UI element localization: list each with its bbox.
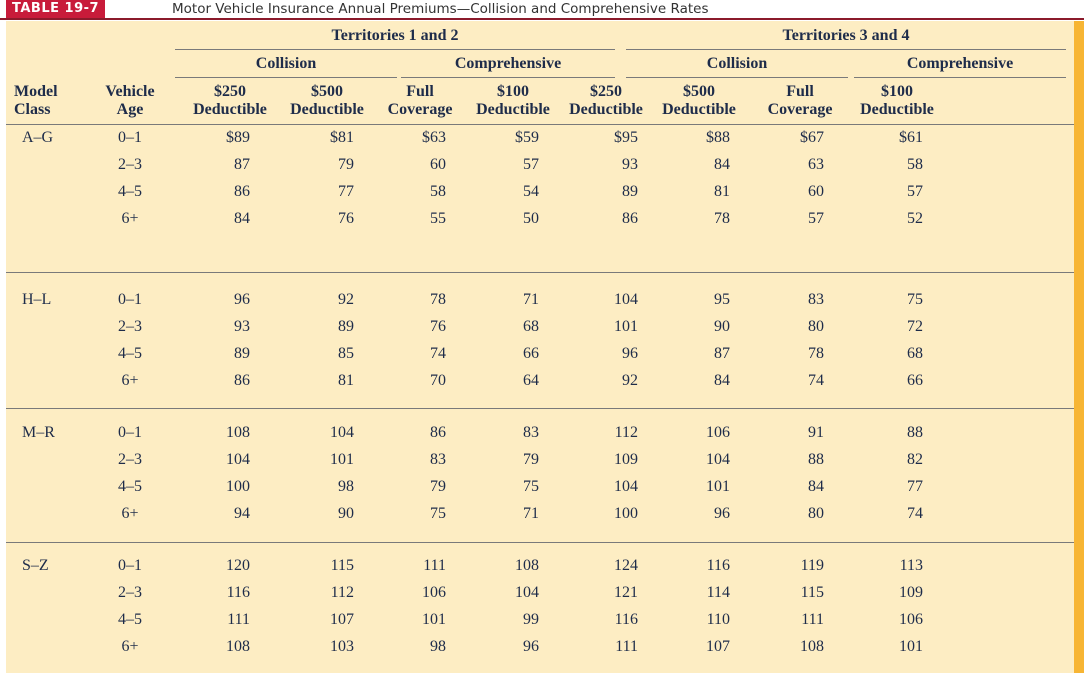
premium-cell: 79 [430,478,446,495]
premium-cell: 94 [234,505,250,522]
premium-cell: 82 [907,451,923,468]
premium-cell: 86 [234,183,250,200]
premium-cell: 78 [714,210,730,227]
premium-cell: 104 [614,478,638,495]
table-number-badge: TABLE 19-7 [6,0,105,18]
premium-cell: 80 [808,505,824,522]
premium-cell: 115 [330,557,354,574]
premium-cell: 76 [430,318,446,335]
premium-cell: $95 [614,129,638,146]
premium-cell: 81 [714,183,730,200]
premium-cell: 96 [523,638,539,655]
premium-cell: $67 [800,129,824,146]
premium-cell: 86 [622,210,638,227]
premium-cell: 89 [338,318,354,335]
premium-cell: 121 [614,584,638,601]
premium-cell: 80 [808,318,824,335]
premium-cell: 86 [430,424,446,441]
coverage-header: Collision [255,55,317,72]
column-header: Full [786,83,814,100]
territory-header: Territories 1 and 2 [331,27,459,44]
premium-cell: 110 [706,611,730,628]
premium-cell: 85 [338,345,354,362]
column-header: $100 [881,83,913,100]
premium-cell: 77 [338,183,354,200]
table-title: Motor Vehicle Insurance Annual Premiums—Collision and Comprehensive Rates [172,1,709,17]
column-header: Deductible [569,101,643,118]
territory-header: Territories 3 and 4 [782,27,910,44]
column-header: $500 [311,83,343,100]
premium-cell: 120 [226,557,250,574]
premium-cell: 90 [714,318,730,335]
premium-cell: 101 [706,478,730,495]
premium-cell: 93 [234,318,250,335]
premium-cell: 78 [430,291,446,308]
premium-cell: 83 [523,424,539,441]
column-header: Deductible [476,101,550,118]
premium-cell: 114 [706,584,730,601]
premium-cell: 74 [907,505,923,522]
premium-cell: 106 [899,611,923,628]
vehicle-age-cell: 2–3 [118,156,142,173]
premium-cell: 66 [523,345,539,362]
premium-cell: 74 [430,345,446,362]
premium-cell: 101 [614,318,638,335]
premium-cell: $81 [330,129,354,146]
model-class-cell: M–R [22,424,55,441]
premium-cell: 83 [430,451,446,468]
premium-cell: 108 [226,638,250,655]
premium-cell: 68 [523,318,539,335]
premium-cell: 92 [338,291,354,308]
premium-cell: 119 [800,557,824,574]
premium-cell: 115 [800,584,824,601]
coverage-rule [626,77,848,78]
premium-cell: 66 [907,372,923,389]
premium-cell: 112 [330,584,354,601]
premium-cell: 63 [808,156,824,173]
premium-cell: 84 [714,372,730,389]
column-header: Full [406,83,434,100]
premium-cell: 98 [338,478,354,495]
vehicle-age-cell: 4–5 [118,183,142,200]
premium-cell: 93 [622,156,638,173]
premium-cell: 104 [226,451,250,468]
column-header: $250 [214,83,246,100]
header-rule [6,124,1074,125]
premium-cell: 72 [907,318,923,335]
vehicle-age-cell: 0–1 [118,129,142,146]
premium-cell: 84 [714,156,730,173]
model-class-cell: S–Z [22,557,49,574]
premium-cell: $61 [899,129,923,146]
premium-cell: 74 [808,372,824,389]
premium-cell: 104 [515,584,539,601]
column-header: Deductible [860,101,934,118]
premium-cell: 116 [706,557,730,574]
premium-cell: 111 [615,638,638,655]
premium-cell: 116 [226,584,250,601]
premium-cell: 89 [622,183,638,200]
column-header: Deductible [290,101,364,118]
coverage-rule [854,77,1066,78]
premium-cell: 91 [808,424,824,441]
group-divider [6,408,1074,409]
premium-cell: 50 [523,210,539,227]
premium-cell: 103 [330,638,354,655]
premium-cell: 104 [330,424,354,441]
coverage-header: Comprehensive [454,55,562,72]
vehicle-age-cell: 6+ [121,505,139,522]
premium-cell: 88 [907,424,923,441]
model-class-header: Class [14,101,51,118]
premium-cell: 96 [714,505,730,522]
premium-cell: 64 [523,372,539,389]
premium-cell: 113 [899,557,923,574]
premium-cell: 71 [523,505,539,522]
vehicle-age-cell: 6+ [121,372,139,389]
premium-cell: 100 [614,505,638,522]
vehicle-age-header: Age [116,101,144,118]
premium-cell: 78 [808,345,824,362]
right-accent-stripe [1074,21,1084,673]
premium-cell: 109 [614,451,638,468]
premium-cell: 108 [800,638,824,655]
premium-cell: 106 [422,584,446,601]
coverage-rule [175,77,397,78]
vehicle-age-cell: 4–5 [118,611,142,628]
premium-cell: 89 [234,345,250,362]
premium-cell: 79 [338,156,354,173]
column-header: Deductible [193,101,267,118]
premium-cell: 99 [523,611,539,628]
vehicle-age-cell: 4–5 [118,478,142,495]
coverage-rule [401,77,615,78]
table-caption-bar [0,0,1084,20]
premium-cell: 108 [515,557,539,574]
premium-cell: 88 [808,451,824,468]
premium-cell: 86 [234,372,250,389]
premium-cell: 90 [338,505,354,522]
premium-cell: 95 [714,291,730,308]
premium-cell: $89 [226,129,250,146]
premium-cell: $88 [706,129,730,146]
premium-cell: 83 [808,291,824,308]
premium-cell: 101 [899,638,923,655]
premium-cell: 75 [907,291,923,308]
group-divider [6,272,1074,273]
premium-cell: 101 [330,451,354,468]
model-class-header: Model [14,83,58,100]
group-divider [6,542,1074,543]
premium-cell: 87 [714,345,730,362]
premium-cell: 96 [234,291,250,308]
territory-rule [626,49,1066,50]
premium-cell: 54 [523,183,539,200]
premium-cell: 57 [523,156,539,173]
premium-cell: 112 [614,424,638,441]
column-header: Coverage [767,101,833,118]
premium-cell: 70 [430,372,446,389]
vehicle-age-cell: 2–3 [118,584,142,601]
column-header: $250 [590,83,622,100]
premium-cell: 52 [907,210,923,227]
premium-cell: 96 [622,345,638,362]
column-header: Deductible [662,101,736,118]
coverage-header: Comprehensive [906,55,1014,72]
premium-cell: 107 [706,638,730,655]
premium-cell: 77 [907,478,923,495]
column-header: $100 [497,83,529,100]
vehicle-age-cell: 6+ [121,638,139,655]
premium-cell: 111 [227,611,250,628]
premium-cell: 55 [430,210,446,227]
premium-cell: 71 [523,291,539,308]
premium-cell: 101 [422,611,446,628]
coverage-header: Collision [706,55,768,72]
premium-cell: 60 [808,183,824,200]
premium-cell: 124 [614,557,638,574]
vehicle-age-cell: 4–5 [118,345,142,362]
premium-cell: 108 [226,424,250,441]
premium-cell: 100 [226,478,250,495]
premium-cell: 111 [801,611,824,628]
premium-cell: 106 [706,424,730,441]
premium-cell: 75 [523,478,539,495]
premium-cell: $59 [515,129,539,146]
premium-cell: 58 [907,156,923,173]
premium-cell: 104 [614,291,638,308]
premium-cell: 98 [430,638,446,655]
vehicle-age-cell: 0–1 [118,291,142,308]
premium-cell: 57 [808,210,824,227]
premium-cell: 68 [907,345,923,362]
vehicle-age-cell: 0–1 [118,557,142,574]
premium-cell: 107 [330,611,354,628]
premium-cell: 87 [234,156,250,173]
vehicle-age-header: Vehicle [105,83,155,100]
premium-cell: 60 [430,156,446,173]
premium-cell: 109 [899,584,923,601]
premium-cell: 104 [706,451,730,468]
premium-cell: 79 [523,451,539,468]
vehicle-age-cell: 6+ [121,210,139,227]
premium-cell: 76 [338,210,354,227]
premium-cell: $63 [422,129,446,146]
premium-cell: 116 [614,611,638,628]
model-class-cell: A–G [22,129,54,146]
territory-rule [175,49,615,50]
premium-cell: 58 [430,183,446,200]
premium-cell: 57 [907,183,923,200]
premium-cell: 81 [338,372,354,389]
premium-cell: 84 [234,210,250,227]
column-header: $500 [683,83,715,100]
premium-cell: 111 [423,557,446,574]
premium-cell: 84 [808,478,824,495]
premium-cell: 92 [622,372,638,389]
vehicle-age-cell: 2–3 [118,451,142,468]
column-header: Coverage [387,101,453,118]
vehicle-age-cell: 2–3 [118,318,142,335]
vehicle-age-cell: 0–1 [118,424,142,441]
model-class-cell: H–L [22,291,52,308]
premium-cell: 75 [430,505,446,522]
